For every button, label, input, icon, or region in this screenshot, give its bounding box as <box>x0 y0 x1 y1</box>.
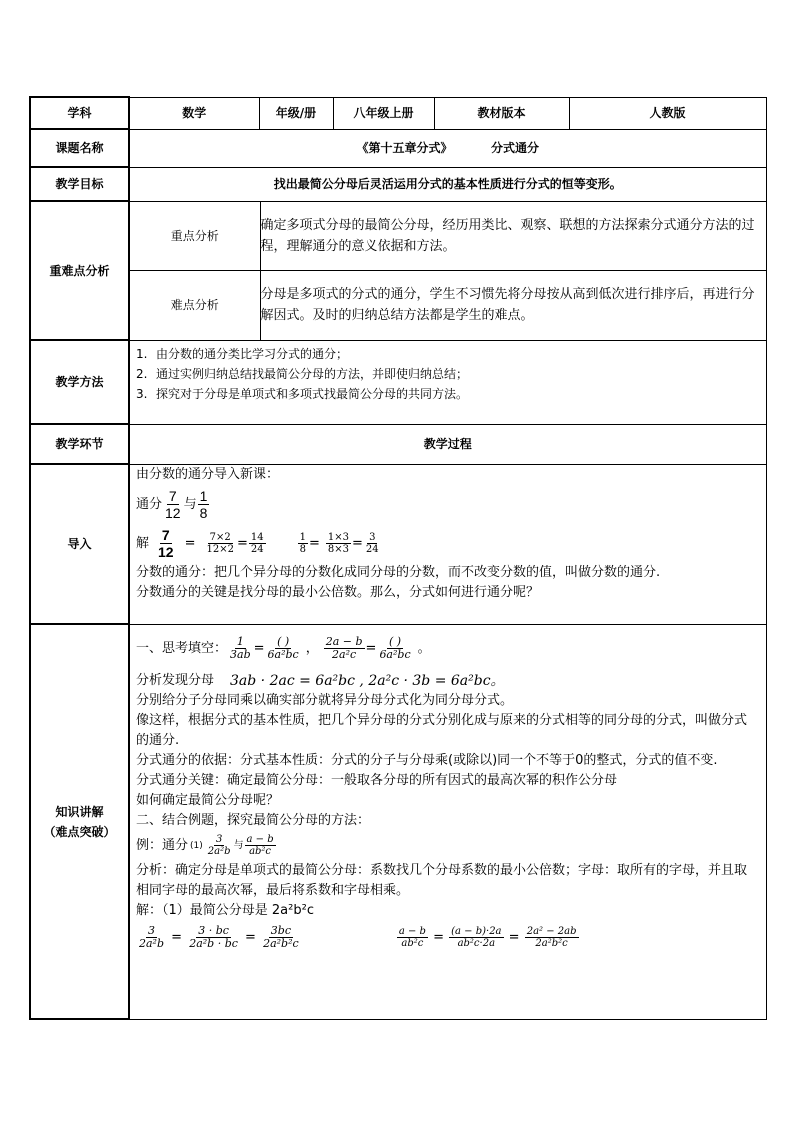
fraction: $\frac{3}{24}$ <box>365 532 379 555</box>
intro-task: 通分 $\frac{7}{12}$ 与 $\frac{1}{8}$ <box>136 488 208 521</box>
hard-text: 分母是多项式的分式的通分，学生不习惯先将分母按从高到低次进行排序后，再进行分解因式。及时的归纳总结方法都是学生的难点。 <box>260 271 766 340</box>
method-list <box>130 341 766 407</box>
topic-value <box>129 129 766 167</box>
method-item: 3. 探究对于分母是单项式和多项式找最简公分母的共同方法。 <box>136 386 469 401</box>
fraction: $\frac{14}{24}$ <box>250 532 264 555</box>
fraction: $\frac{7\times 2}{12\times 2}$ <box>206 532 234 555</box>
think-fill: 一、思考填空： $\frac{1}{3ab}$ = $\frac{( )}{\text{6a²bc}}$ ， $\frac{2a - b}{\text{2a²c}}$ = $\frac{( )}{\text{6a²bc}}$ 。 <box>136 635 431 661</box>
subject-value: 数学 <box>129 97 259 129</box>
knowledge-paragraph: 二、结合例题，探究最简公分母的方法： <box>136 812 371 828</box>
fraction: $\frac{a - b}{\text{ab²c}}$ <box>398 926 426 949</box>
topic-label: 课题名称 <box>30 129 129 167</box>
subject-label: 学科 <box>30 97 129 129</box>
knowledge-paragraph: 像这样，根据分式的基本性质，把几个异分母的分式分别化成与原来的分式相等的同分母的分式，叫做分式的通分. <box>136 712 748 748</box>
knowledge-paragraph: 解：（1）最简公分母是 2a²b²c <box>136 902 314 918</box>
analysis-line: 分析发现分母 3ab · 2ac = 6a²bc , 2a²c · 3b = 6a²bc。 <box>136 672 505 689</box>
fraction: $\frac{( )}{\text{6a²bc}}$ <box>379 635 411 661</box>
hard-label: 难点分析 <box>130 271 260 340</box>
goal-label: 教学目标 <box>30 167 129 201</box>
solution-line: $\frac{3}{\text{2a²b}}$ = $\frac{3 \cdot bc}{\text{2a²b · bc}}$ = $\frac{3bc}{\text{2a²b²c}}$ $\frac{a - b}{\text{ab²c}}$ = $\frac{(a - b)\cdot 2a}{\text{ab²c·2a}}$ = $\frac{\text{2a² − 2ab}}{\text{2a²b²c}}$ <box>139 924 577 950</box>
intro-paragraph: 分数的通分：把几个异分母的分数化成同分母的分数，而不改变分数的值，叫做分数的通分. <box>136 564 661 580</box>
knowledge-paragraph: 如何确定最简公分母呢？ <box>136 792 280 808</box>
topic-lesson: 分式通分 <box>490 141 539 155</box>
fraction: $\frac{a - b}{\text{ab²c}}$ <box>246 834 274 857</box>
fraction: $\frac{3}{\text{2a²b}}$ <box>207 834 231 857</box>
fraction: $\frac{(a - b)\cdot 2a}{\text{ab²c·2a}}$ <box>451 926 502 949</box>
method-label: 教学方法 <box>30 340 129 424</box>
example-line: 例：通分 (1) $\frac{3}{\text{2a²b}}$ 与 $\frac{a - b}{\text{ab²c}}$ <box>136 834 274 857</box>
intro-label: 导入 <box>30 464 129 624</box>
method-item: 1. 由分数的通分类比学习分式的通分； <box>136 346 349 361</box>
fraction: $\frac{2a - b}{\text{2a²c}}$ <box>325 635 363 661</box>
header-row <box>30 97 766 129</box>
fraction: $\frac{3bc}{\text{2a²b²c}}$ <box>263 924 299 950</box>
fraction: $\frac{3}{\text{2a²b}}$ <box>139 924 165 950</box>
key-points-row <box>30 201 766 340</box>
fraction: $\frac{( )}{\text{6a²bc}}$ <box>267 635 299 661</box>
knowledge-paragraph: 分析：确定分母是单项式的最简公分母：系数找几个分母系数的最小公倍数；字母：取所有的字母，并且取相同字母的最高次幂，最后将系数和字母相乘。 <box>136 862 748 898</box>
fraction: $\frac{1}{3ab}$ <box>230 635 251 661</box>
knowledge-paragraph: 分式通分的依据：分式基本性质：分式的分子与分母乘(或除以)同一个不等于0的整式，分式的值不变. <box>136 752 718 768</box>
fraction: $\frac{\text{2a² − 2ab}}{\text{2a²b²c}}$ <box>526 926 577 949</box>
grade-label: 年级/册 <box>259 97 333 129</box>
fraction: $\frac{3 \cdot bc}{\text{2a²b · bc}}$ <box>189 924 238 950</box>
knowledge-row <box>30 624 766 1019</box>
intro-row <box>30 464 766 624</box>
process-title: 教学过程 <box>129 424 766 464</box>
method-row <box>30 340 766 424</box>
key-points-inner <box>130 202 766 340</box>
knowledge-paragraph: 分别给分子分母同乘以确实部分就将异分母分式化为同分母分式。 <box>136 692 514 708</box>
grade-value: 八年级上册 <box>333 97 434 129</box>
fraction: $\frac{1\times 3}{8\times 3}$ <box>327 532 349 555</box>
goal-row <box>30 167 766 201</box>
process-row <box>30 424 766 464</box>
topic-chapter: 《第十五章分式》 <box>356 141 453 155</box>
knowledge-label: 知识讲解 （难点突破） <box>30 624 129 1019</box>
process-label: 教学环节 <box>30 424 129 464</box>
fraction: $\frac{7}{12}$ <box>158 527 174 560</box>
lesson-plan-table <box>29 96 767 1020</box>
edition-label: 教材版本 <box>434 97 569 129</box>
intro-paragraph: 分数通分的关键是找分母的最小公倍数。那么，分式如何进行通分呢？ <box>136 584 540 600</box>
edition-value: 人教版 <box>569 97 766 129</box>
intro-solution: 解 $\frac{7}{12}$ = $\frac{7\times 2}{12\times 2}$ = $\frac{14}{24}$ $\frac{1}{8}$ = $\frac{1\times 3}{8\times 3}$ = $\frac{3}{24}$ <box>136 527 379 560</box>
intro-lead: 由分数的通分导入新课： <box>136 466 280 482</box>
knowledge-paragraph: 分式通分关键：确定最简公分母：一般取各分母的所有因式的最高次幂的积作公分母 <box>136 772 618 788</box>
method-item: 2. 通过实例归纳总结找最简公分母的方法，并即使归纳总结； <box>136 366 469 381</box>
fraction: $\frac{1}{8}$ <box>199 488 208 521</box>
key-points-label: 重难点分析 <box>30 201 129 340</box>
fraction: $\frac{7}{12}$ <box>165 488 181 521</box>
goal-text: 找出最简公分母后灵活运用分式的基本性质进行分式的恒等变形。 <box>129 167 766 201</box>
topic-row <box>30 129 766 167</box>
lesson-plan <box>29 96 765 1020</box>
fraction: $\frac{1}{8}$ <box>299 532 306 555</box>
key-label: 重点分析 <box>130 202 260 271</box>
key-text: 确定多项式分母的最简公分母，经历用类比、观察、联想的方法探索分式通分方法的过程，理解通分的意义依据和方法。 <box>260 202 766 271</box>
